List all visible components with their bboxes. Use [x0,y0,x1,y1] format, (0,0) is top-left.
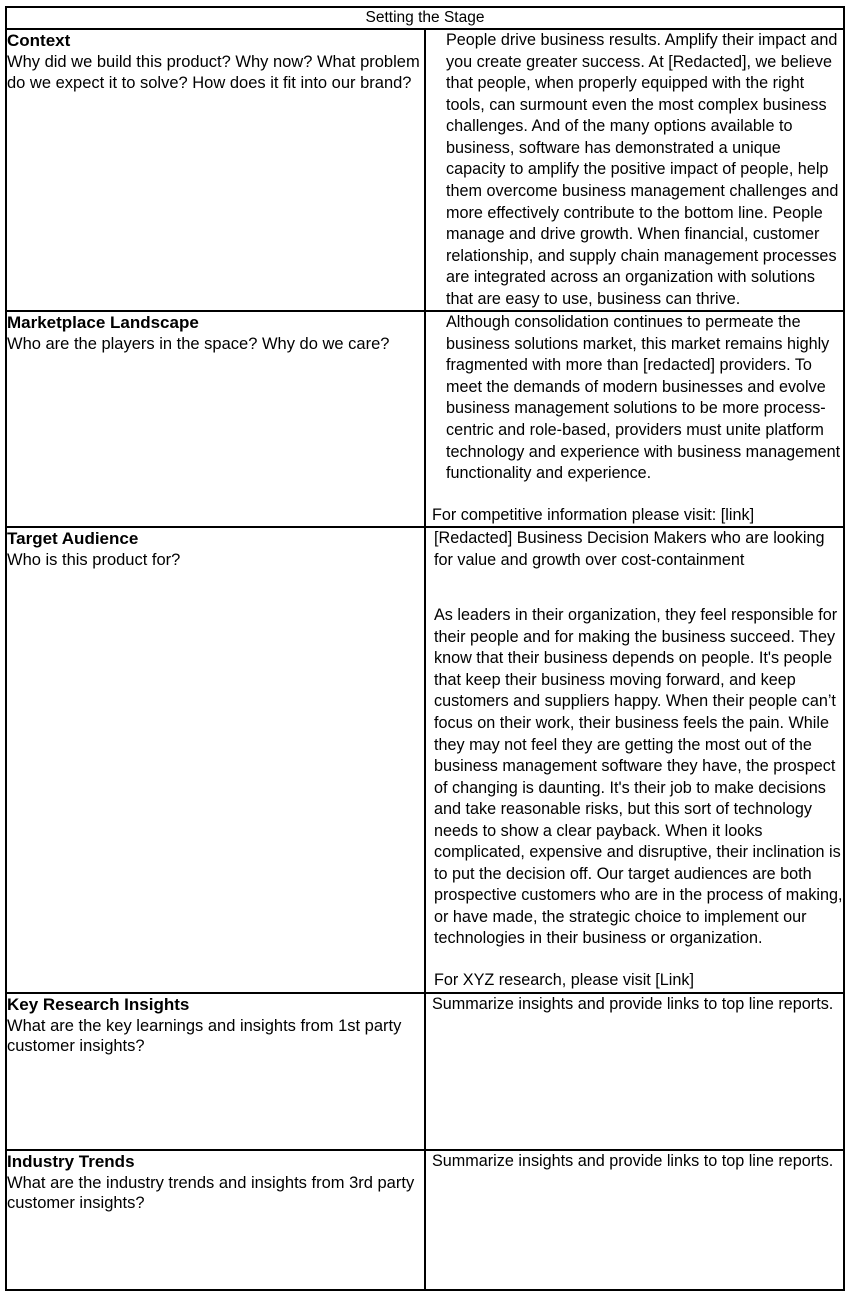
body-paragraph-context: People drive business results. Amplify their impact and you create greater success. At [Redacted], we believe that people, when properly equipped with the right tools, can surmount even the most complex business challenges. And of the many options available to business, software has demonstrated a unique capacity to amplify the positive impact of people, help them overcome business management challenges and more effectively contribute to the bottom line. People manage and drive growth. When financial, customer relationship, and supply chain management processes are integrated across an organization with solutions that are easy to use, business can thrive. [446,31,839,308]
body-lead-target-audience: [Redacted] Business Decision Makers who are looking for value and growth over cost-containment [434,529,825,569]
body-cell-context [425,29,844,311]
body-paragraph-target-audience: As leaders in their organization, they feel responsible for their people and for making the business succeed. They know that their business depends on people. It's people that keep their business moving forward, and keep customers and suppliers happy. When their people can’t focus on their work, their business feels the pain. While they may not feel they are getting the most out of the business management software they have, the prospect of changing is daunting. It's their job to make decisions and take reasonable risks, but this sort of technology needs to show a clear payback. When it looks complicated, expensive and disruptive, their inclination is to put the decision off. Our target audiences are both prospective customers who are in the process of making, or have made, the strategic choice to implement our technologies in their business or organization. [434,606,843,948]
setting-the-stage-table [5,6,845,1291]
page-title: Setting the Stage [6,7,844,29]
paragraph-spacer [426,485,843,505]
competitive-info-link-note[interactable]: For competitive information please visit: [link] [432,505,755,524]
paragraph-spacer [426,571,843,605]
section-title-context: Context [7,31,71,51]
section-question-marketplace-landscape: Who are the players in the space? Why do we care? [7,335,390,354]
table-row-industry-trends [6,1150,844,1290]
label-cell-context [6,29,425,311]
section-question-context: Why did we build this product? Why now? What problem do we expect it to solve? How does it fit into our brand? [7,53,420,92]
table-row-key-research-insights [6,993,844,1150]
section-question-key-research-insights: What are the key learnings and insights from 1st party customer insights? [7,1016,402,1056]
body-paragraph-industry-trends: Summarize insights and provide links to top line reports. [432,1151,834,1170]
label-cell-industry-trends [6,1150,425,1290]
body-paragraph-key-research-insights: Summarize insights and provide links to top line reports. [432,994,834,1013]
xyz-research-link-note[interactable]: For XYZ research, please visit [Link] [434,971,694,990]
section-title-industry-trends: Industry Trends [7,1151,135,1171]
table-row-context [6,29,844,311]
body-cell-industry-trends [425,1150,844,1290]
body-cell-target-audience [425,527,844,992]
section-question-target-audience: Who is this product for? [7,551,181,570]
paragraph-spacer [426,950,843,970]
section-title-marketplace-landscape: Marketplace Landscape [7,313,199,333]
label-cell-key-research-insights [6,993,425,1150]
table-row-target-audience [6,527,844,992]
table-row-marketplace-landscape [6,311,844,527]
label-cell-target-audience [6,527,425,992]
table-header-row [6,7,844,29]
body-cell-key-research-insights [425,993,844,1150]
section-title-key-research-insights: Key Research Insights [7,994,190,1014]
body-cell-marketplace-landscape [425,311,844,527]
section-title-target-audience: Target Audience [7,529,139,549]
body-paragraph-marketplace-landscape: Although consolidation continues to permeate the business solutions market, this market remains highly fragmented with more than [redacted] providers. To meet the demands of modern businesses and evolve business management solutions to be more process-centric and role-based, providers must unite platform technology and experience with business management functionality and experience. [446,313,841,483]
section-question-industry-trends: What are the industry trends and insights from 3rd party customer insights? [7,1173,415,1213]
label-cell-marketplace-landscape [6,311,425,527]
